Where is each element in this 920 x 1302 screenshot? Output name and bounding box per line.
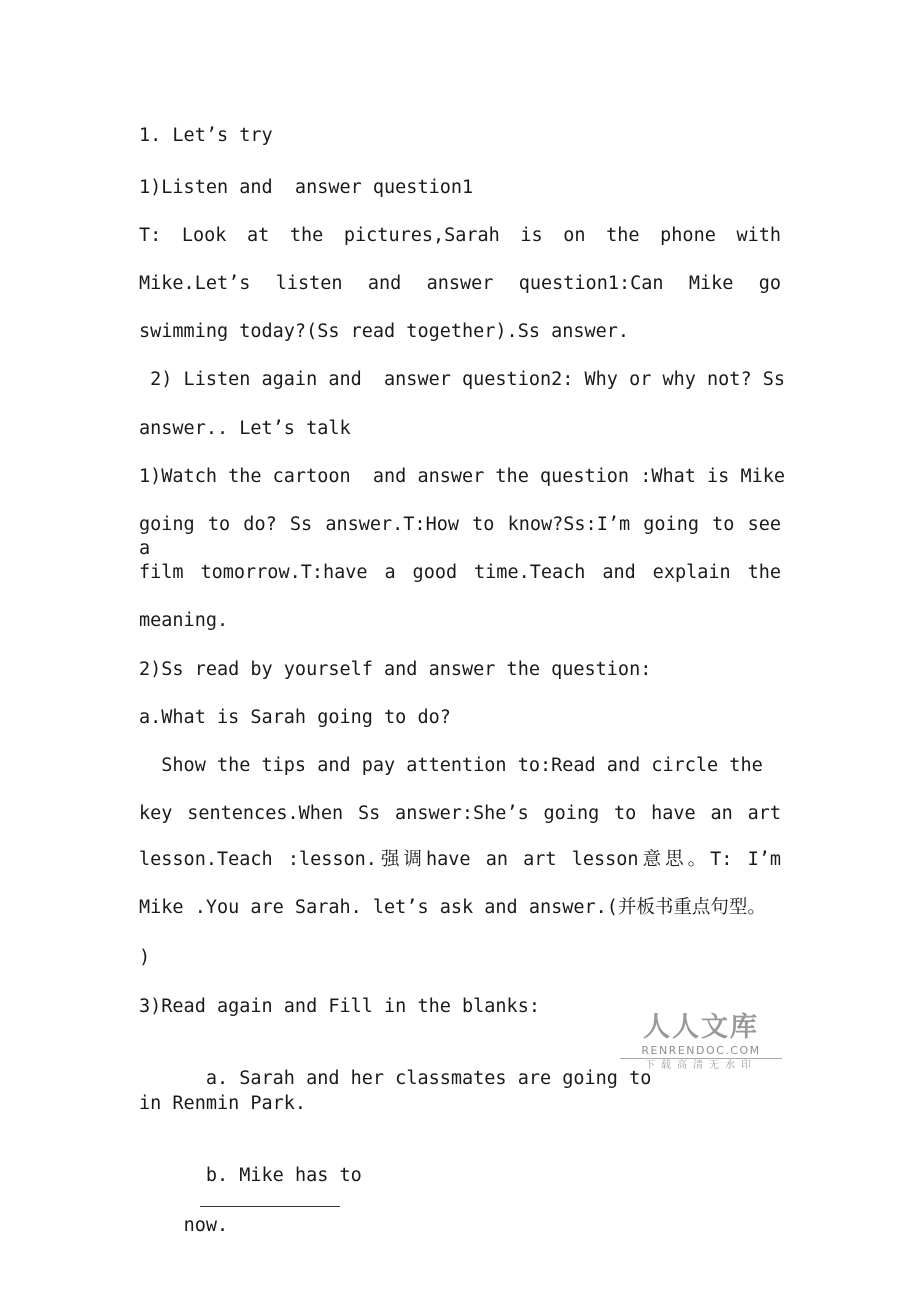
paragraph-line: 1)Watch the cartoon and answer the question :What is Mike bbox=[139, 466, 786, 487]
paragraph-line: going to do? Ss answer.T:How to know?Ss:I’m going to see a bbox=[139, 514, 781, 559]
heading-lets-try: 1. Let’s try bbox=[139, 125, 273, 146]
paragraph-line: 2)Ss read by yourself and answer the question: bbox=[139, 659, 652, 680]
step-listen-answer-q1: 1)Listen and answer question1 bbox=[139, 177, 474, 198]
paragraph-line: film tomorrow.T:have a good time.Teach and explain the bbox=[139, 562, 781, 583]
paragraph-line: meaning. bbox=[139, 610, 229, 631]
paragraph-line: Show the tips and pay attention to:Read and circle the bbox=[139, 755, 763, 776]
paragraph-line: 2) Listen again and answer question2: Why or why not? Ss bbox=[139, 369, 786, 390]
paragraph-line: key sentences.When Ss answer:She’s going to have an art bbox=[139, 803, 781, 824]
blank-line bbox=[200, 1188, 340, 1207]
paragraph-line: T: Look at the pictures,Sarah is on the phone with bbox=[139, 225, 781, 246]
watermark-logo bbox=[620, 1012, 782, 1078]
paragraph-line: lesson.Teach :lesson.强调have an art lesson意思。T: I’m bbox=[139, 849, 781, 870]
fill-blank-b-tail: now. bbox=[183, 1215, 229, 1236]
paragraph-line: 3)Read again and Fill in the blanks: bbox=[139, 996, 540, 1017]
watermark-title: 人人文库 bbox=[643, 1012, 759, 1043]
fill-blank-b bbox=[139, 1140, 781, 1262]
paragraph-line: swimming today?(Ss read together).Ss answer. bbox=[139, 321, 630, 342]
watermark-domain: RENRENDOC.COM bbox=[641, 1044, 761, 1057]
fill-blank-b-text: b. Mike has to bbox=[183, 1165, 362, 1186]
paragraph-line: answer.. Let’s talk bbox=[139, 418, 351, 439]
paragraph-line: Mike .You are Sarah. let’s ask and answer.(并板书重点句型。 bbox=[139, 897, 766, 918]
watermark-subtitle: 下载高清无水印 bbox=[620, 1058, 782, 1072]
paragraph-line: Mike.Let’s listen and answer question1:Can Mike go bbox=[139, 273, 781, 294]
paragraph-line: a.What is Sarah going to do? bbox=[139, 707, 451, 728]
fill-blank-a-text: a. Sarah and her classmates are going to bbox=[183, 1068, 652, 1089]
paragraph-line: ) bbox=[139, 947, 151, 968]
paragraph-line: in Renmin Park. bbox=[139, 1093, 307, 1114]
